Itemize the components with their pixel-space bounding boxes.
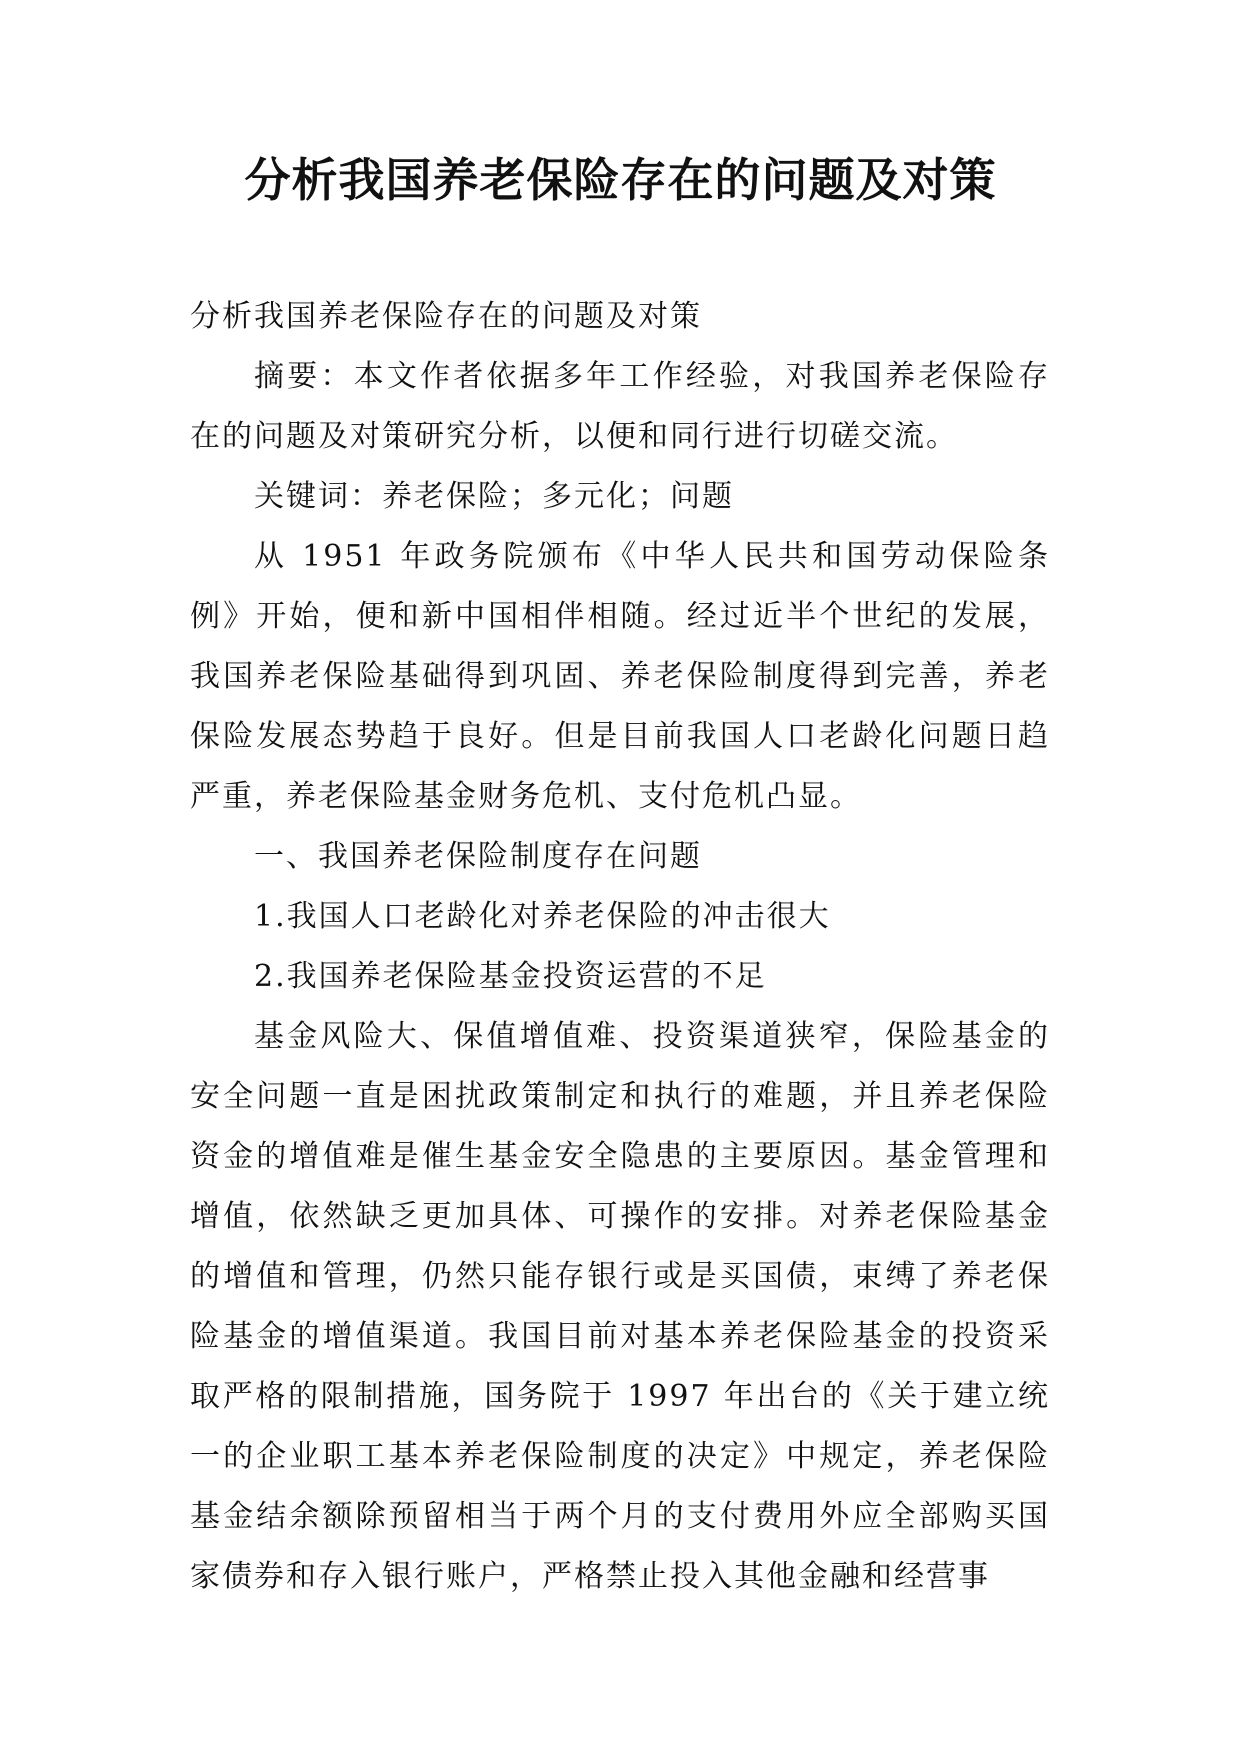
subsection-heading-2: 2.我国养老保险基金投资运营的不足 bbox=[254, 959, 767, 994]
paragraph-keywords: 关键词：养老保险；多元化；问题 bbox=[254, 479, 734, 514]
paragraph-intro: 从 1951 年政务院颁布《中华人民共和国劳动保险条例》开始，便和新中国相伴相随。经过近半个世纪的发展，我国养老保险基础得到巩固、养老保险制度得到完善，养老保险发展态势趋于良好。但是目前我国人口老龄化问题日趋严重，养老保险基金财务危机、支付危机凸显。 bbox=[190, 539, 1050, 814]
subsection-heading-1: 1.我国人口老龄化对养老保险的冲击很大 bbox=[254, 899, 831, 934]
paragraph-fund-investment: 基金风险大、保值增值难、投资渠道狭窄，保险基金的安全问题一直是困扰政策制定和执行的难题，并且养老保险资金的增值难是催生基金安全隐患的主要原因。基金管理和增值，依然缺乏更加具体、可操作的安排。对养老保险基金的增值和管理，仍然只能存银行或是买国债，束缚了养老保险基金的增值渠道。我国目前对基本养老保险基金的投资采取严格的限制措施，国务院于 1997 年出台的《关于建立统一的企业职工基本养老保险制度的决定》中规定，养老保险基金结余额除预留相当于两个月的支付费用外应全部购买国家债券和存入银行账户，严格禁止投入其他金融和经营事 bbox=[190, 1019, 1050, 1594]
paragraph-abstract: 摘要：本文作者依据多年工作经验，对我国养老保险存在的问题及对策研究分析，以便和同行进行切磋交流。 bbox=[190, 359, 1050, 454]
document-title: 分析我国养老保险存在的问题及对策 bbox=[244, 153, 997, 207]
section-heading-1: 一、我国养老保险制度存在问题 bbox=[254, 839, 702, 874]
paragraph-subtitle: 分析我国养老保险存在的问题及对策 bbox=[190, 299, 702, 334]
document-body bbox=[190, 287, 1050, 1607]
